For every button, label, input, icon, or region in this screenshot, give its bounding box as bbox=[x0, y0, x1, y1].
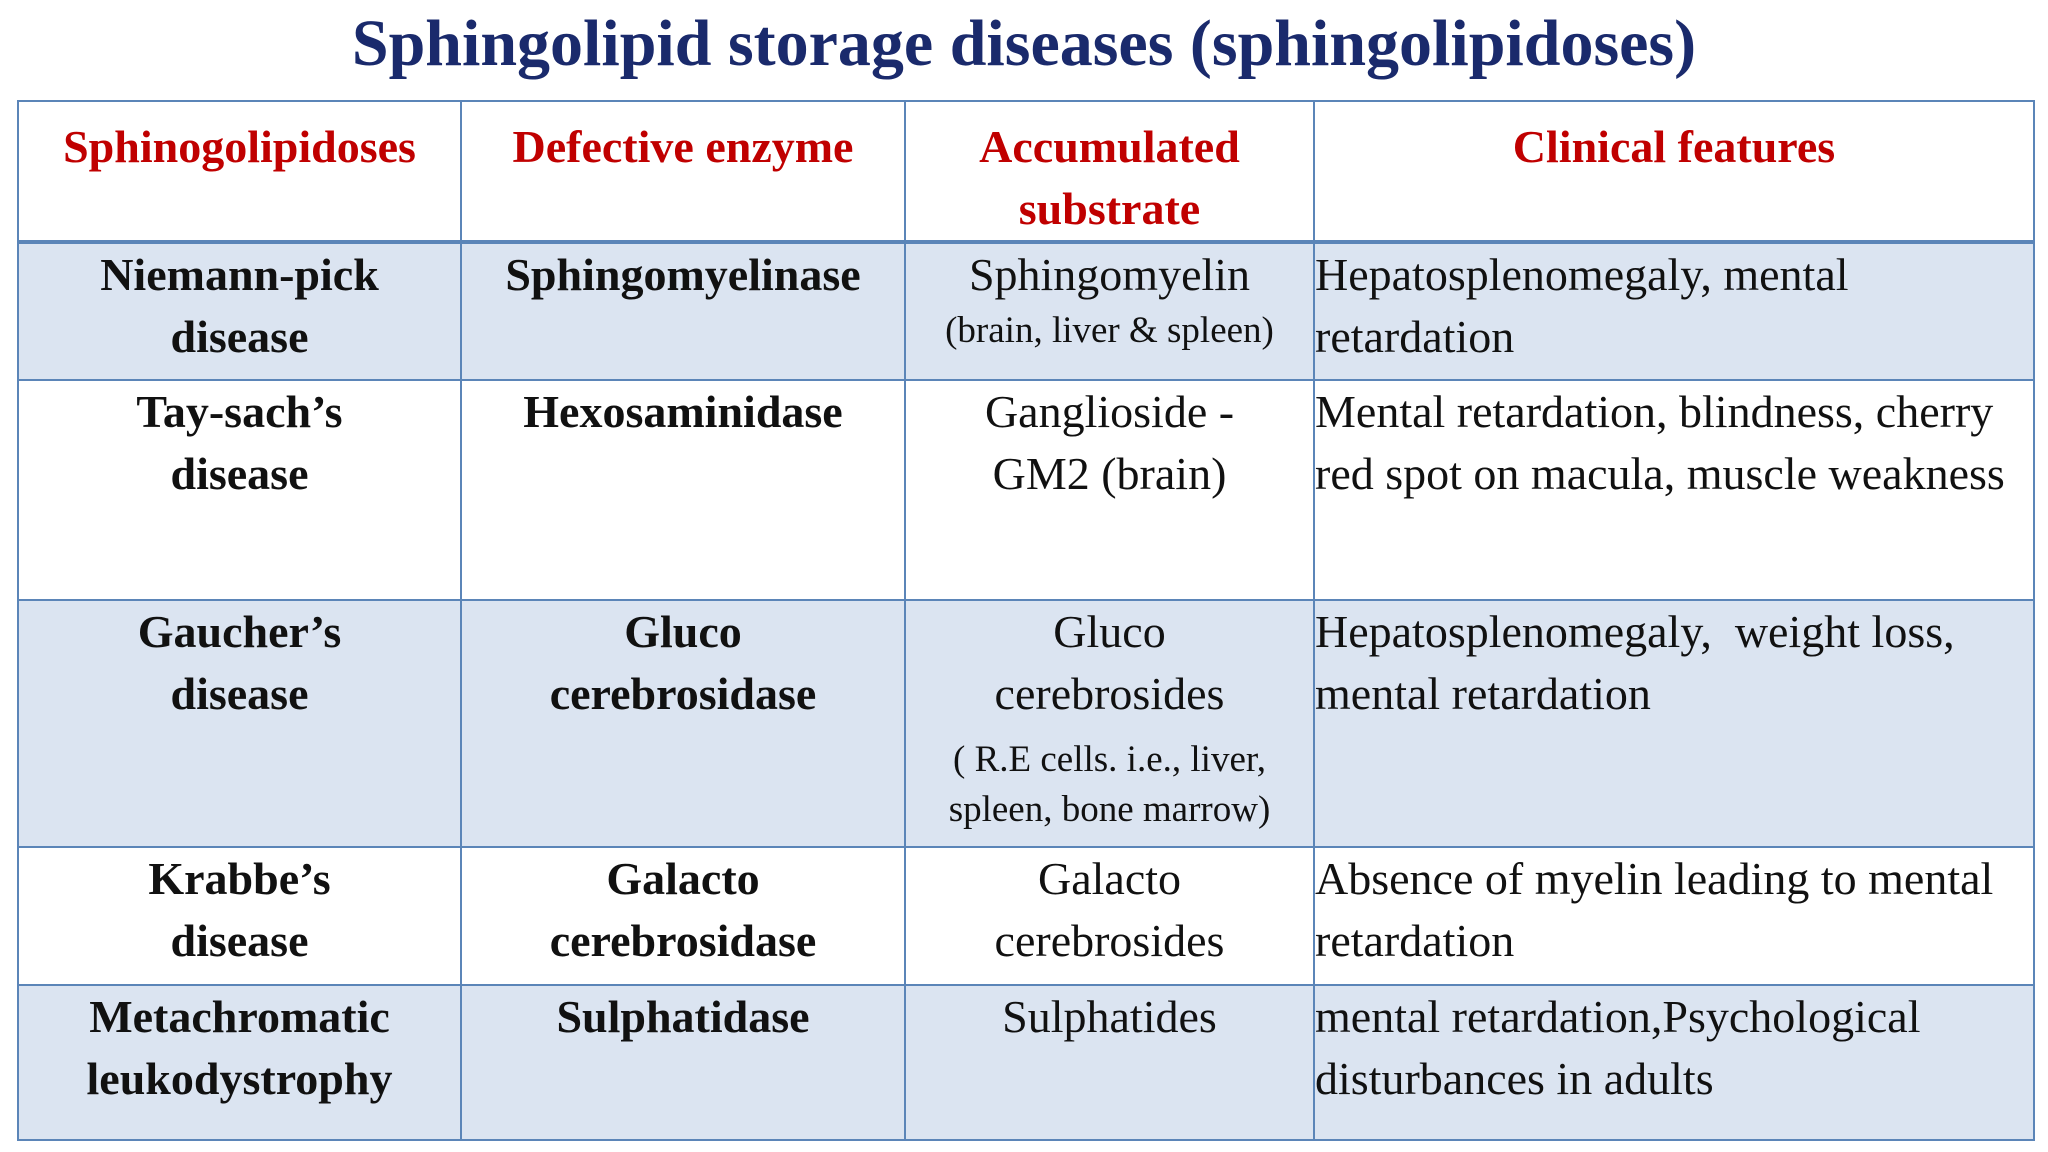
substrate-name: Sphingomyelin bbox=[968, 249, 1251, 300]
substrate-cell bbox=[905, 380, 1314, 600]
table-row bbox=[18, 600, 2034, 847]
clinical-cell: Hepatosplenomegaly, mental retardation bbox=[1314, 242, 2034, 380]
table-row bbox=[18, 985, 2034, 1140]
substrate-cell bbox=[905, 985, 1314, 1140]
disease-cell: Tay-sach’s disease bbox=[18, 380, 461, 600]
page-title: Sphingolipid storage diseases (sphingolipidoses) bbox=[351, 7, 1697, 80]
header-accumulated-substrate: Accumulated substrate bbox=[905, 101, 1314, 242]
clinical-cell: Absence of myelin leading to mental retardation bbox=[1314, 847, 2034, 985]
header-defective-enzyme: Defective enzyme bbox=[461, 101, 905, 242]
substrate-name: Ganglioside - GM2 (brain) bbox=[984, 386, 1235, 499]
table-row bbox=[18, 380, 2034, 600]
enzyme-cell: Sphingomyelinase bbox=[461, 242, 905, 380]
substrate-cell bbox=[905, 600, 1314, 847]
substrate-name: Gluco cerebrosides bbox=[994, 606, 1225, 719]
disease-cell: Krabbe’s disease bbox=[18, 847, 461, 985]
substrate-note: (brain, liver & spleen) bbox=[945, 310, 1274, 351]
table-row bbox=[18, 847, 2034, 985]
enzyme-cell: Galacto cerebrosidase bbox=[461, 847, 905, 985]
clinical-cell: Mental retardation, blindness, cherry red spot on macula, muscle weakness bbox=[1314, 380, 2034, 600]
substrate-cell bbox=[905, 847, 1314, 985]
table-row bbox=[18, 242, 2034, 380]
enzyme-cell: Hexosaminidase bbox=[461, 380, 905, 600]
enzyme-cell: Sulphatidase bbox=[461, 985, 905, 1140]
substrate-name: Galacto cerebrosides bbox=[994, 853, 1225, 966]
disease-cell: Gaucher’s disease bbox=[18, 600, 461, 847]
substrate-cell bbox=[905, 242, 1314, 380]
disease-cell: Metachromatic leukodystrophy bbox=[18, 985, 461, 1140]
clinical-cell: mental retardation,Psychological disturbances in adults bbox=[1314, 985, 2034, 1140]
substrate-note: ( R.E cells. i.e., liver, spleen, bone marrow) bbox=[948, 739, 1271, 830]
clinical-cell: Hepatosplenomegaly, weight loss, mental retardation bbox=[1314, 600, 2034, 847]
header-clinical-features: Clinical features bbox=[1314, 101, 2034, 242]
enzyme-cell: Gluco cerebrosidase bbox=[461, 600, 905, 847]
disease-cell: Niemann-pick disease bbox=[18, 242, 461, 380]
sphingolipidoses-table bbox=[17, 100, 2035, 1141]
table-header-row bbox=[18, 101, 2034, 242]
header-sphingolipidoses: Sphinogolipidoses bbox=[18, 101, 461, 242]
substrate-name: Sulphatides bbox=[1002, 991, 1217, 1042]
